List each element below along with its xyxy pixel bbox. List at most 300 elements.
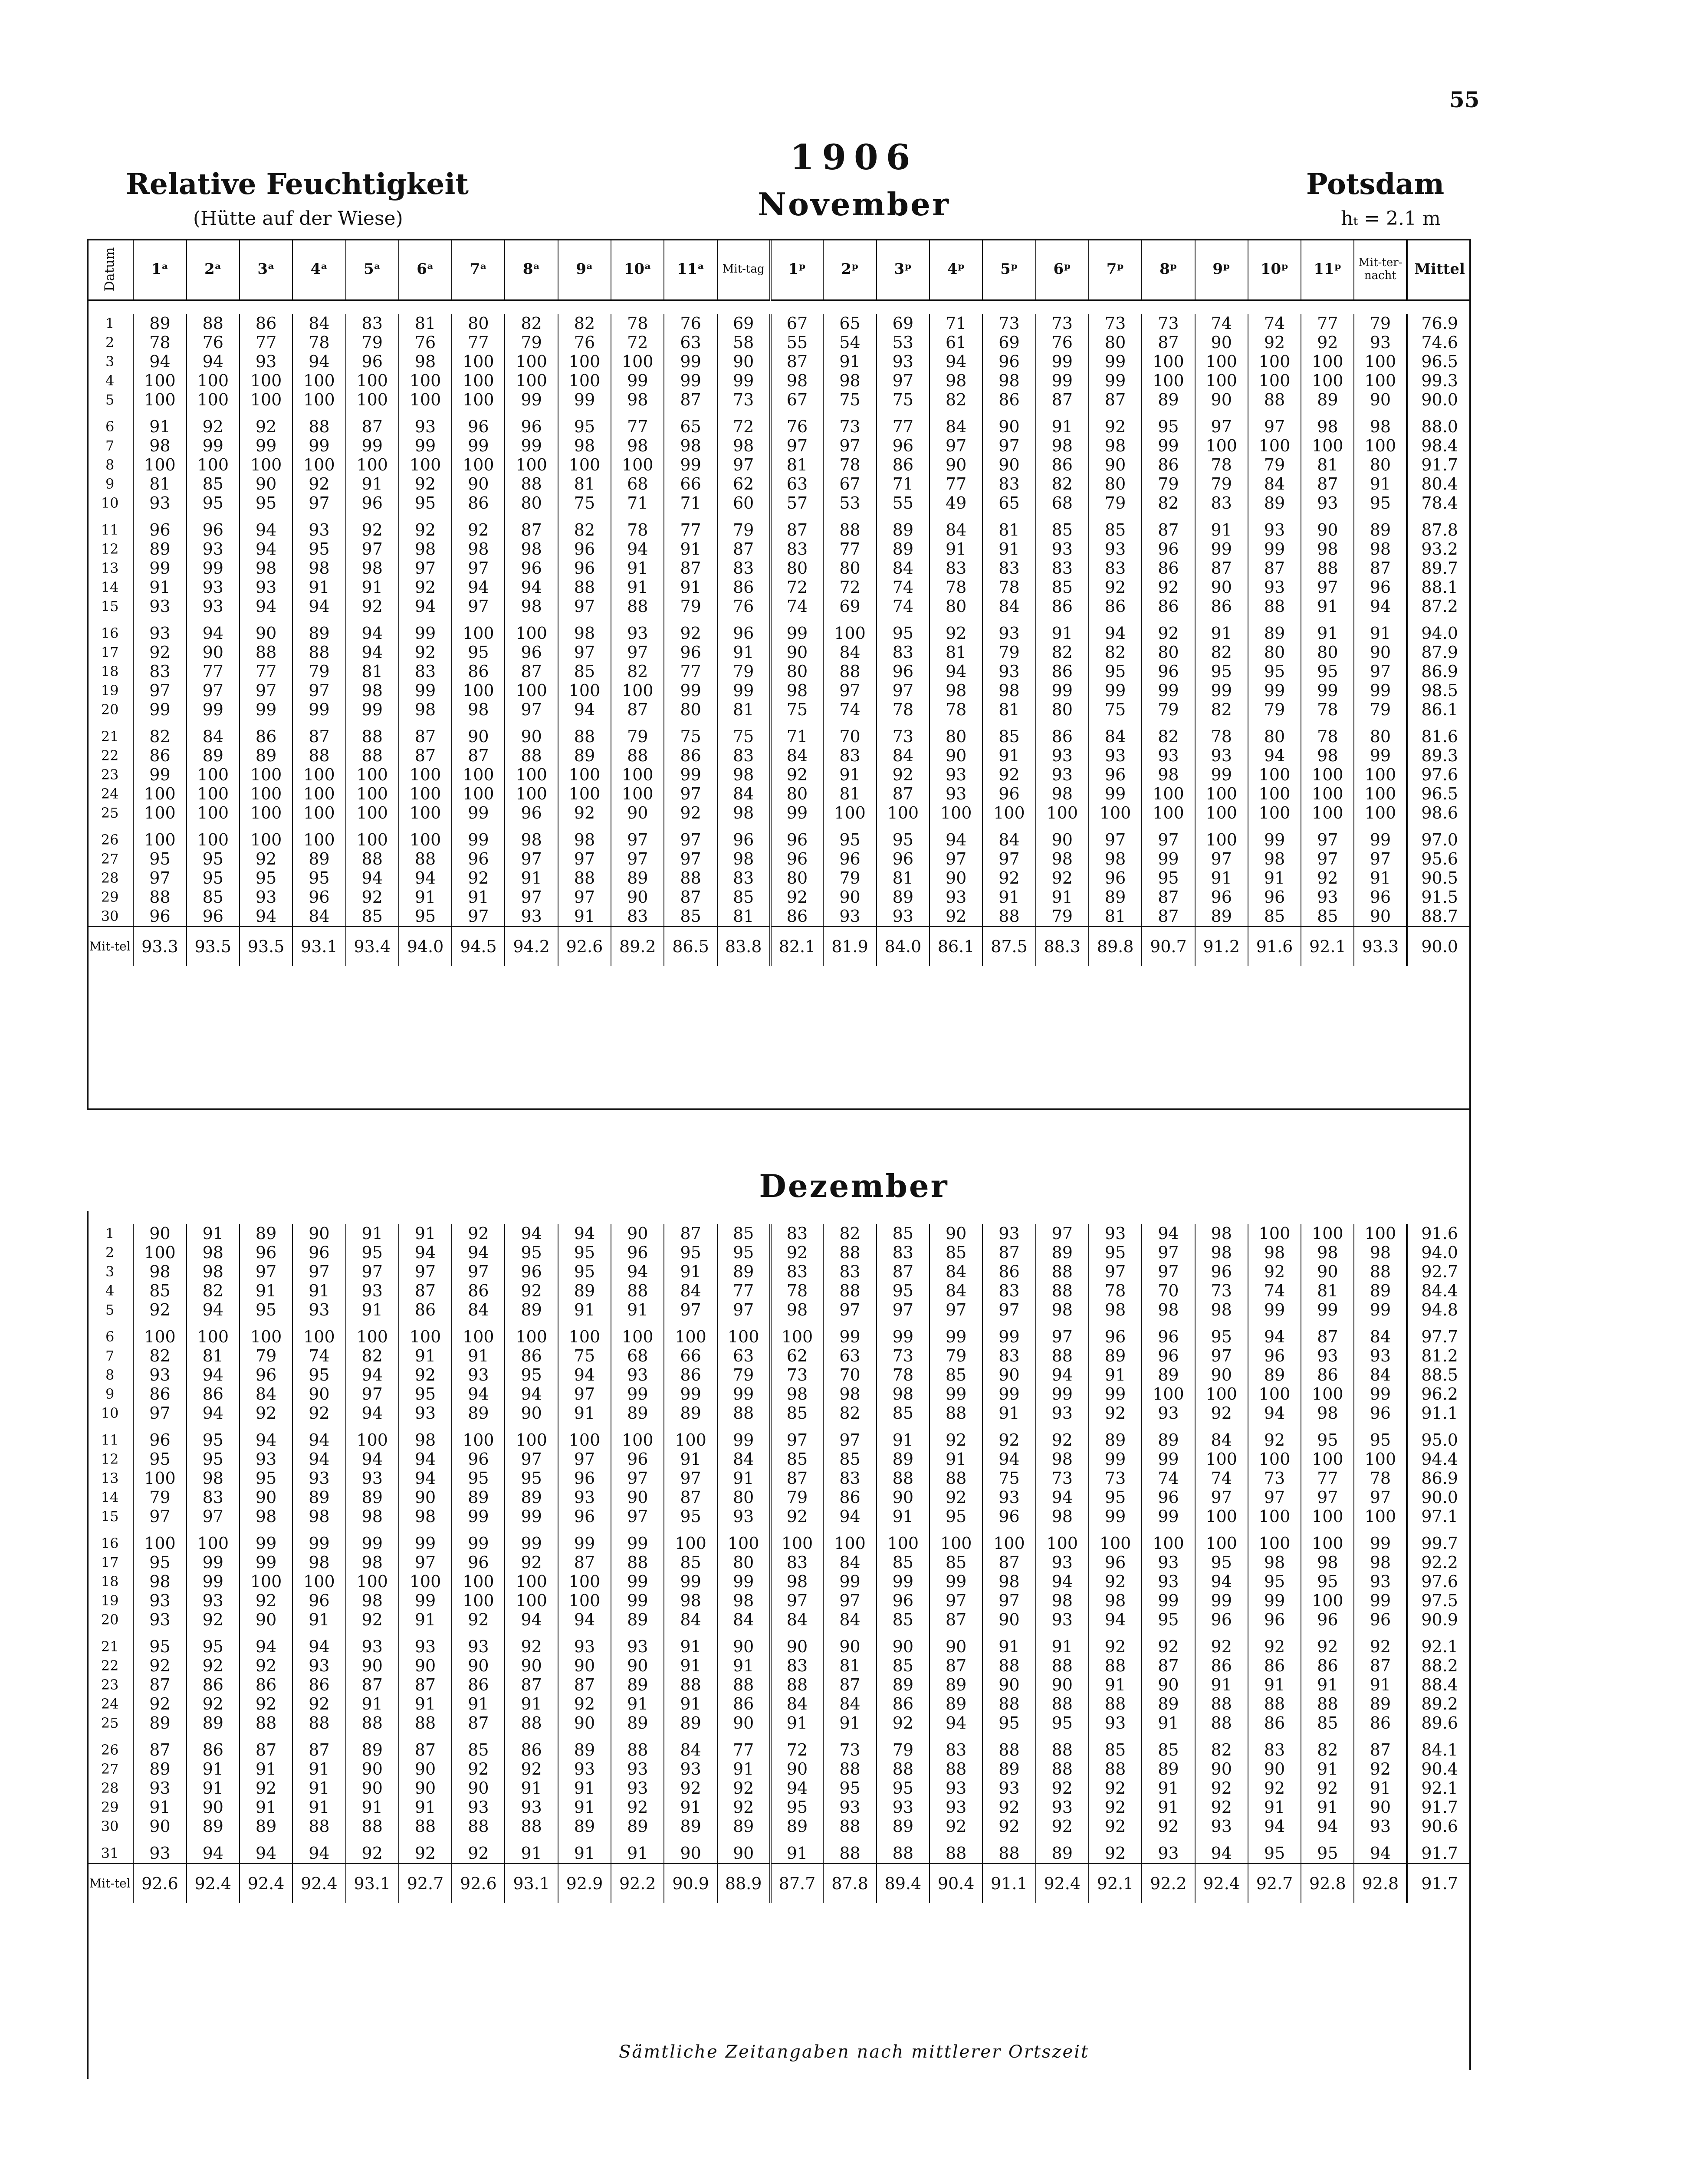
value-cell: 84 <box>823 1610 876 1629</box>
value-cell: 90 <box>1195 1365 1248 1384</box>
value-cell: 96 <box>505 803 558 822</box>
hourly-mean-cell: 92.6 <box>133 1864 186 1904</box>
value-cell: 95 <box>558 1262 611 1281</box>
value-cell: 98 <box>1036 1591 1089 1610</box>
value-cell: 87 <box>1301 474 1354 493</box>
value-cell: 85 <box>717 1224 770 1243</box>
value-cell: 87 <box>664 1224 717 1243</box>
value-cell: 95 <box>1089 662 1142 681</box>
value-cell: 87 <box>133 1733 186 1759</box>
value-cell: 99 <box>292 700 345 719</box>
value-cell: 97 <box>1142 1262 1195 1281</box>
hourly-mean-cell: 91.1 <box>982 1864 1035 1904</box>
value-cell: 95 <box>240 868 292 888</box>
value-cell: 99 <box>505 1507 558 1526</box>
value-cell: 88 <box>930 1759 982 1779</box>
value-cell: 71 <box>930 314 982 333</box>
date-cell: 16 <box>101 1535 119 1552</box>
value-cell: 99 <box>1089 1450 1142 1469</box>
value-cell: 100 <box>399 765 452 784</box>
value-cell: 96 <box>505 1262 558 1281</box>
value-cell: 92 <box>452 1610 505 1629</box>
value-cell: 97 <box>611 643 664 662</box>
value-cell: 91 <box>505 1694 558 1713</box>
value-cell: 63 <box>717 1346 770 1365</box>
value-cell: 92 <box>1301 1629 1354 1656</box>
mittel-row <box>87 1864 1471 1904</box>
value-cell: 91 <box>133 409 186 436</box>
hourly-mean-cell: 92.4 <box>240 1864 292 1904</box>
table-row <box>87 1553 1471 1572</box>
value-cell: 100 <box>399 822 452 849</box>
value-cell: 92 <box>1089 1836 1142 1864</box>
value-cell: 92 <box>1089 1798 1142 1817</box>
value-cell: 93 <box>558 1629 611 1656</box>
value-cell: 79 <box>1142 474 1195 493</box>
value-cell: 93 <box>611 1779 664 1798</box>
value-cell: 94 <box>505 1384 558 1404</box>
hourly-mean-cell: 87.7 <box>770 1864 823 1904</box>
value-cell: 83 <box>1195 493 1248 513</box>
value-cell: 84 <box>877 559 930 578</box>
value-cell: 66 <box>664 474 717 493</box>
value-cell: 94 <box>1036 1365 1089 1384</box>
value-cell: 93 <box>292 513 345 539</box>
value-cell: 93 <box>982 616 1035 643</box>
value-cell: 89 <box>133 1713 186 1733</box>
value-cell: 80 <box>1301 643 1354 662</box>
table-row <box>87 746 1471 765</box>
value-cell: 94 <box>346 616 399 643</box>
value-cell: 95 <box>187 1629 240 1656</box>
hut-note: (Hütte auf der Wiese) <box>193 207 403 230</box>
dezember-body <box>87 1211 1471 1903</box>
value-cell: 91 <box>1195 1675 1248 1694</box>
value-cell: 95 <box>558 409 611 436</box>
value-cell: 92 <box>399 643 452 662</box>
value-cell: 100 <box>770 1526 823 1553</box>
value-cell: 85 <box>823 1450 876 1469</box>
value-cell: 78 <box>770 1281 823 1300</box>
table-row <box>87 371 1471 390</box>
value-cell: 98 <box>1036 1300 1089 1319</box>
value-cell: 92 <box>1248 1423 1301 1450</box>
value-cell: 97 <box>558 597 611 616</box>
value-cell: 87 <box>399 1675 452 1694</box>
value-cell: 79 <box>505 333 558 352</box>
date-cell: 22 <box>101 747 119 764</box>
value-cell: 93 <box>611 1759 664 1779</box>
value-cell: 97 <box>770 1423 823 1450</box>
value-cell: 98 <box>1301 409 1354 436</box>
hour-header: 6ᵃ <box>399 239 452 300</box>
daily-mean-cell: 91.6 <box>1407 1224 1471 1243</box>
value-cell: 93 <box>505 1798 558 1817</box>
value-cell: 92 <box>982 1423 1035 1450</box>
table-row <box>87 1300 1471 1319</box>
daily-mean-cell: 89.7 <box>1407 559 1471 578</box>
value-cell: 97 <box>611 1507 664 1526</box>
value-cell: 83 <box>877 643 930 662</box>
table-row <box>87 1281 1471 1300</box>
value-cell: 88 <box>346 1713 399 1733</box>
pad-cell <box>87 300 1471 314</box>
value-cell: 91 <box>346 578 399 597</box>
value-cell: 95 <box>1248 1836 1301 1864</box>
value-cell: 54 <box>823 333 876 352</box>
value-cell: 90 <box>982 1610 1035 1629</box>
value-cell: 89 <box>664 1817 717 1836</box>
value-cell: 89 <box>930 1694 982 1713</box>
value-cell: 97 <box>452 597 505 616</box>
value-cell: 91 <box>1089 1675 1142 1694</box>
value-cell: 100 <box>187 1526 240 1553</box>
value-cell: 94 <box>240 539 292 559</box>
value-cell: 100 <box>292 390 345 409</box>
value-cell: 90 <box>292 1384 345 1404</box>
value-cell: 91 <box>770 1836 823 1864</box>
value-cell: 93 <box>930 888 982 907</box>
value-cell: 93 <box>1142 1836 1195 1864</box>
value-cell: 92 <box>1195 1404 1248 1423</box>
value-cell: 96 <box>877 436 930 455</box>
hourly-mean-cell: 92.6 <box>558 927 611 967</box>
value-cell: 92 <box>240 409 292 436</box>
value-cell: 99 <box>1195 539 1248 559</box>
hour-header: 10ᵃ <box>611 239 664 300</box>
value-cell: 95 <box>1195 1319 1248 1346</box>
table-row <box>87 1507 1471 1526</box>
value-cell: 90 <box>930 1224 982 1243</box>
value-cell: 93 <box>505 907 558 927</box>
value-cell: 92 <box>452 1224 505 1243</box>
value-cell: 83 <box>770 1262 823 1281</box>
value-cell: 96 <box>982 784 1035 803</box>
value-cell: 99 <box>1301 681 1354 700</box>
value-cell: 70 <box>823 1365 876 1384</box>
value-cell: 98 <box>1248 849 1301 868</box>
value-cell: 98 <box>452 700 505 719</box>
value-cell: 99 <box>982 1319 1035 1346</box>
value-cell: 73 <box>823 1733 876 1759</box>
value-cell: 99 <box>187 700 240 719</box>
value-cell: 93 <box>187 597 240 616</box>
value-cell: 98 <box>1301 1404 1354 1423</box>
value-cell: 85 <box>558 662 611 681</box>
value-cell: 86 <box>664 746 717 765</box>
value-cell: 91 <box>346 1300 399 1319</box>
value-cell: 95 <box>240 1469 292 1488</box>
value-cell: 68 <box>611 1346 664 1365</box>
table-row <box>87 1450 1471 1469</box>
value-cell: 95 <box>717 1243 770 1262</box>
value-cell: 84 <box>770 1694 823 1713</box>
value-cell: 88 <box>1089 1656 1142 1675</box>
value-cell: 79 <box>1248 700 1301 719</box>
value-cell: 90 <box>292 1224 345 1243</box>
value-cell: 94 <box>452 1384 505 1404</box>
value-cell: 98 <box>717 765 770 784</box>
value-cell: 93 <box>240 352 292 371</box>
value-cell: 98 <box>346 559 399 578</box>
hour-header: 8ᵃ <box>505 239 558 300</box>
value-cell: 98 <box>133 1572 186 1591</box>
value-cell: 85 <box>1301 1713 1354 1733</box>
value-cell: 96 <box>1195 1262 1248 1281</box>
value-cell: 67 <box>823 474 876 493</box>
value-cell: 81 <box>187 1346 240 1365</box>
value-cell: 97 <box>823 1423 876 1450</box>
value-cell: 94 <box>558 1224 611 1243</box>
value-cell: 100 <box>133 371 186 390</box>
value-cell: 95 <box>1301 1423 1354 1450</box>
value-cell: 90 <box>1354 907 1407 927</box>
table-row <box>87 1694 1471 1713</box>
value-cell: 99 <box>611 371 664 390</box>
value-cell: 86 <box>1142 559 1195 578</box>
value-cell: 96 <box>982 1507 1035 1526</box>
value-cell: 97 <box>1354 849 1407 868</box>
value-cell: 86 <box>982 390 1035 409</box>
value-cell: 100 <box>133 803 186 822</box>
value-cell: 93 <box>187 1591 240 1610</box>
value-cell: 98 <box>187 1469 240 1488</box>
value-cell: 93 <box>292 1300 345 1319</box>
value-cell: 82 <box>823 1224 876 1243</box>
value-cell: 82 <box>1142 493 1195 513</box>
value-cell: 86 <box>877 455 930 474</box>
value-cell: 100 <box>1195 352 1248 371</box>
table-row <box>87 390 1471 409</box>
value-cell: 100 <box>558 352 611 371</box>
value-cell: 93 <box>1354 1572 1407 1591</box>
value-cell: 97 <box>930 849 982 868</box>
value-cell: 76 <box>717 597 770 616</box>
value-cell: 98 <box>1195 1243 1248 1262</box>
value-cell: 92 <box>558 1694 611 1713</box>
value-cell: 98 <box>399 352 452 371</box>
value-cell: 100 <box>240 784 292 803</box>
value-cell: 99 <box>877 1319 930 1346</box>
hourly-mean-cell: 82.1 <box>770 927 823 967</box>
value-cell: 90 <box>1195 333 1248 352</box>
value-cell: 91 <box>823 352 876 371</box>
value-cell: 80 <box>1354 455 1407 474</box>
daily-mean-cell: 97.5 <box>1407 1591 1471 1610</box>
value-cell: 87 <box>240 1733 292 1759</box>
value-cell: 99 <box>982 1384 1035 1404</box>
value-cell: 82 <box>1142 719 1195 746</box>
value-cell: 82 <box>1195 700 1248 719</box>
value-cell: 97 <box>452 907 505 927</box>
value-cell: 94 <box>346 643 399 662</box>
value-cell: 97 <box>133 681 186 700</box>
value-cell: 90 <box>452 1779 505 1798</box>
value-cell: 97 <box>346 1262 399 1281</box>
value-cell: 95 <box>399 1384 452 1404</box>
value-cell: 89 <box>133 1759 186 1779</box>
table-row <box>87 493 1471 513</box>
value-cell: 58 <box>717 333 770 352</box>
value-cell: 88 <box>452 1817 505 1836</box>
value-cell: 97 <box>930 436 982 455</box>
value-cell: 93 <box>399 1404 452 1423</box>
value-cell: 99 <box>664 371 717 390</box>
daily-mean-cell: 94.0 <box>1407 616 1471 643</box>
daily-mean-cell: 90.5 <box>1407 868 1471 888</box>
value-cell: 100 <box>982 1526 1035 1553</box>
daily-mean-cell: 97.6 <box>1407 765 1471 784</box>
value-cell: 93 <box>611 1365 664 1384</box>
dezember-frame-right <box>1469 1085 1471 2070</box>
value-cell: 69 <box>877 314 930 333</box>
value-cell: 94 <box>292 1450 345 1469</box>
mittel-label: Mit-tel <box>87 927 133 967</box>
date-cell: 23 <box>101 1677 119 1693</box>
value-cell: 100 <box>133 1243 186 1262</box>
value-cell: 99 <box>1142 1507 1195 1526</box>
value-cell: 88 <box>505 1817 558 1836</box>
value-cell: 97 <box>1301 822 1354 849</box>
hourly-mean-cell: 93.3 <box>133 927 186 967</box>
value-cell: 93 <box>452 1365 505 1384</box>
value-cell: 98 <box>292 559 345 578</box>
value-cell: 100 <box>823 803 876 822</box>
value-cell: 86 <box>1195 1656 1248 1675</box>
value-cell: 96 <box>1142 539 1195 559</box>
value-cell: 99 <box>717 1572 770 1591</box>
value-cell: 89 <box>877 513 930 539</box>
value-cell: 89 <box>877 539 930 559</box>
value-cell: 100 <box>558 371 611 390</box>
daily-mean-cell: 98.6 <box>1407 803 1471 822</box>
value-cell: 93 <box>346 1629 399 1656</box>
value-cell: 99 <box>1036 371 1089 390</box>
value-cell: 84 <box>1354 1319 1407 1346</box>
value-cell: 89 <box>1142 1759 1195 1779</box>
value-cell: 95 <box>505 1469 558 1488</box>
value-cell: 94 <box>558 1365 611 1384</box>
value-cell: 84 <box>717 1450 770 1469</box>
value-cell: 87 <box>505 662 558 681</box>
value-cell: 98 <box>770 681 823 700</box>
value-cell: 90 <box>930 868 982 888</box>
value-cell: 80 <box>1354 719 1407 746</box>
value-cell: 74 <box>877 578 930 597</box>
value-cell: 87 <box>664 390 717 409</box>
hour-header: 2ᵃ <box>187 239 240 300</box>
date-cell: 29 <box>101 1799 119 1815</box>
value-cell: 90 <box>770 1759 823 1779</box>
value-cell: 95 <box>1142 868 1195 888</box>
value-cell: 91 <box>399 1694 452 1713</box>
value-cell: 99 <box>399 681 452 700</box>
value-cell: 79 <box>1089 493 1142 513</box>
value-cell: 100 <box>240 390 292 409</box>
value-cell: 99 <box>770 616 823 643</box>
value-cell: 99 <box>505 1526 558 1553</box>
value-cell: 100 <box>1195 371 1248 390</box>
date-cell: 18 <box>101 663 119 680</box>
date-cell: 20 <box>101 1611 119 1628</box>
table-row <box>87 1733 1471 1759</box>
value-cell: 100 <box>664 1319 717 1346</box>
value-cell: 80 <box>1248 643 1301 662</box>
table-row <box>87 643 1471 662</box>
value-cell: 94 <box>292 1423 345 1450</box>
value-cell: 94 <box>505 578 558 597</box>
value-cell: 98 <box>1248 1243 1301 1262</box>
value-cell: 90 <box>717 1713 770 1733</box>
value-cell: 81 <box>982 700 1035 719</box>
value-cell: 90 <box>930 746 982 765</box>
value-cell: 68 <box>611 474 664 493</box>
date-cell: 3 <box>105 1263 115 1280</box>
value-cell: 100 <box>133 1526 186 1553</box>
date-cell: 10 <box>101 1405 119 1421</box>
value-cell: 91 <box>611 578 664 597</box>
value-cell: 76 <box>558 333 611 352</box>
value-cell: 96 <box>133 1423 186 1450</box>
value-cell: 100 <box>346 455 399 474</box>
value-cell: 92 <box>770 1243 823 1262</box>
value-cell: 74 <box>1248 1281 1301 1300</box>
value-cell: 100 <box>133 1319 186 1346</box>
value-cell: 99 <box>664 352 717 371</box>
value-cell: 83 <box>1036 559 1089 578</box>
table-row <box>87 578 1471 597</box>
value-cell: 87 <box>770 352 823 371</box>
value-cell: 100 <box>1248 1507 1301 1526</box>
value-cell: 94 <box>558 1610 611 1629</box>
value-cell: 91 <box>930 1450 982 1469</box>
hourly-mean-cell: 93.3 <box>1354 927 1407 967</box>
value-cell: 84 <box>930 409 982 436</box>
value-cell: 86 <box>1036 719 1089 746</box>
value-cell: 89 <box>558 1817 611 1836</box>
value-cell: 94 <box>1354 597 1407 616</box>
value-cell: 92 <box>240 1656 292 1675</box>
hour-header: 7ᵃ <box>452 239 505 300</box>
value-cell: 94 <box>292 597 345 616</box>
value-cell: 98 <box>1036 1450 1089 1469</box>
value-cell: 94 <box>982 1450 1035 1469</box>
value-cell: 88 <box>1301 1694 1354 1713</box>
value-cell: 88 <box>982 907 1035 927</box>
value-cell: 98 <box>1036 849 1089 868</box>
hourly-mean-cell: 84.0 <box>877 927 930 967</box>
table-row <box>87 1656 1471 1675</box>
hourly-mean-cell: 86.1 <box>930 927 982 967</box>
value-cell: 100 <box>1195 1384 1248 1404</box>
value-cell: 78 <box>1354 1469 1407 1488</box>
value-cell: 97 <box>823 1300 876 1319</box>
daily-mean-cell: 91.5 <box>1407 888 1471 907</box>
value-cell: 99 <box>133 559 186 578</box>
value-cell: 89 <box>877 888 930 907</box>
value-cell: 98 <box>611 390 664 409</box>
value-cell: 77 <box>240 662 292 681</box>
value-cell: 92 <box>505 1629 558 1656</box>
value-cell: 81 <box>1301 1281 1354 1300</box>
value-cell: 79 <box>770 1488 823 1507</box>
value-cell: 92 <box>133 1656 186 1675</box>
value-cell: 90 <box>823 888 876 907</box>
value-cell: 98 <box>346 1507 399 1526</box>
table-row <box>87 455 1471 474</box>
value-cell: 100 <box>1354 352 1407 371</box>
value-cell: 85 <box>1089 513 1142 539</box>
